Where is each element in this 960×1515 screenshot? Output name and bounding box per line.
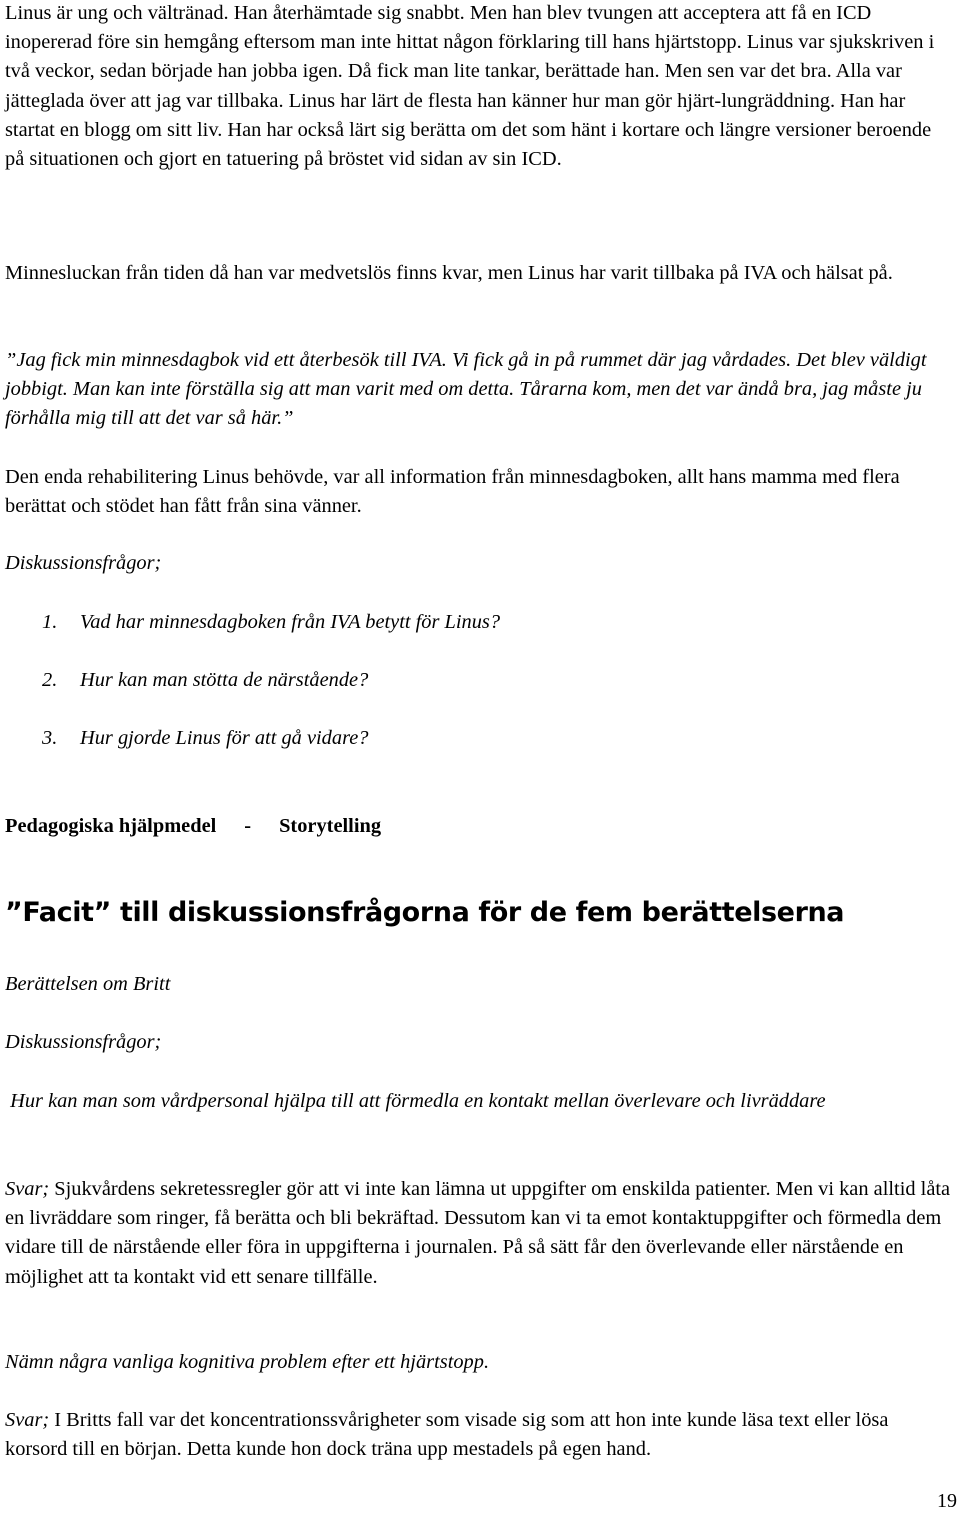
paragraph-memory-gap: Minnesluckan från tiden då han var medvetslös finns kvar, men Linus har varit tillbaka på IVA och hälsat på. [5,262,893,284]
discussion-heading: Diskussionsfrågor; [5,552,162,574]
question-item [42,608,500,637]
question-number: 2. [42,669,58,691]
paragraph-linus-story: Linus är ung och vältränad. Han återhämtade sig snabbt. Men han blev tvungen att acceptera att få en ICD inopererad före sin hemgång eftersom man inte hittat någon förklaring till hans hjärtstopp. Linus var sjukskriven i två veckor, sedan började han jobba igen. Då fick man lite tankar, berättade han. Men sen var det bra. Alla var jätteglada över att jag var tillbaka. Linus har lärt de flesta han känner hur man gör hjärt-lungräddning. Han har startat en blogg om sitt liv. Han har också lärt sig berätta om det som hänt i kortare och längre versioner beroende på situationen och gjort en tatuering på bröstet vid sidan av sin ICD. [5,2,935,171]
storytelling-label: Storytelling [279,815,382,837]
question-text: Hur gjorde Linus för att gå vidare? [80,727,369,749]
section-heading-pedagogy [5,812,381,841]
britt-answer-1 [5,1175,955,1292]
pedagogy-dash: - [244,815,252,837]
answer-text: Sjukvårdens sekretessregler gör att vi inte kan lämna ut uppgifter om enskilda patienter. Men vi kan alltid låta en livräddare som ringer, få berätta och bli bekräftad. Dessutom kan vi ta emot kontaktuppgifter och förmedla dem vidare till de närstående eller föra in uppgifterna i journalen. På så sätt får den överlevande eller närstående en möjlighet att ta kontakt vid ett senare tillfälle. [5,1178,951,1288]
answer-label: Svar; [5,1178,50,1200]
britt-question-2: Nämn några vanliga kognitiva problem efter ett hjärtstopp. [5,1351,490,1373]
question-number: 3. [42,727,58,749]
question-text: Hur kan man som vårdpersonal hjälpa till att förmedla en kontakt mellan överlevare och livräddare [10,1090,826,1112]
story-heading-britt: Berättelsen om Britt [5,973,171,995]
question-number: 1. [42,611,58,633]
facit-title: ”Facit” till diskussionsfrågorna för de fem berättelserna [5,897,845,928]
question-item [42,724,369,753]
britt-question-1 [5,1087,826,1116]
britt-answer-2 [5,1406,955,1464]
discussion-heading: Diskussionsfrågor; [5,1031,162,1053]
page-number: 19 [937,1490,957,1512]
answer-text: I Britts fall var det koncentrationssvårigheter som visade sig som att hon inte kunde läsa text eller lösa korsord till en början. Detta kunde hon dock träna upp mestadels på egen hand. [5,1409,889,1461]
paragraph-rehabilitation: Den enda rehabilitering Linus behövde, var all information från minnesdagboken, allt hans mamma med flera berättat och stödet han fått från sina vänner. [5,466,900,518]
question-text: Hur kan man stötta de närstående? [80,669,369,691]
question-item [42,666,368,695]
pedagogy-label: Pedagogiska hjälpmedel [5,815,217,837]
question-text: Vad har minnesdagboken från IVA betytt för Linus? [80,611,501,633]
quote-memory-diary: ”Jag fick min minnesdagbok vid ett återbesök till IVA. Vi fick gå in på rummet där jag vårdades. Det blev väldigt jobbigt. Man kan inte förställa sig att man varit med om detta. Tårarna kom, men det var ändå bra, jag måste ju förhålla mig till att det var så här.” [5,349,927,430]
answer-label: Svar; [5,1409,50,1431]
